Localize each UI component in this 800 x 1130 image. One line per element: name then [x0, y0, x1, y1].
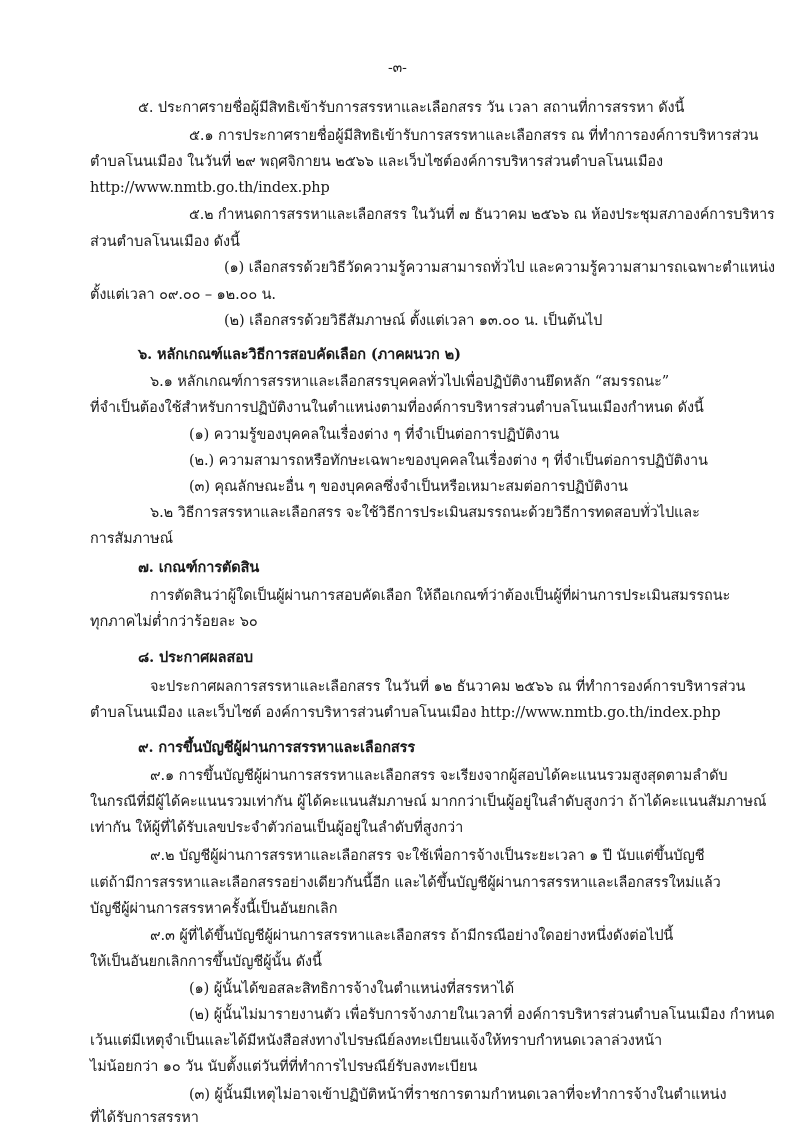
text-line: ตำบลโนนเมือง และเว็บไซต์ องค์การบริหารส่วนตำบลโนนเมือง http://www.nmtb.go.th/index.php — [90, 705, 721, 721]
text-line: (๒) ผู้นั้นไม่มารายงานตัว เพื่อรับการจ้างภายในเวลาที่ องค์การบริหารส่วนตำบลโนนเมือง กำหนด — [189, 1007, 775, 1023]
text-line: ๙.๓ ผู้ที่ได้ขึ้นบัญชีผู้ผ่านการสรรหาและเลือกสรร ถ้ามีกรณีอย่างใดอย่างหนึ่งดังต่อไปนี้ — [150, 928, 674, 944]
text-line: (๑) ผู้นั้นได้ขอสละสิทธิการจ้างในตำแหน่งที่สรรหาได้ — [189, 981, 515, 997]
text-line: ๖.๒ วิธีการสรรหาและเลือกสรร จะใช้วิธีการประเมินสมรรถนะด้วยวิธีการทดสอบทั่วไปและ — [150, 505, 700, 521]
text-line: ทุกภาคไม่ต่ำกว่าร้อยละ ๖๐ — [90, 614, 258, 630]
text-line: (๑) เลือกสรรด้วยวิธีวัดความรู้ความสามารถทั่วไป และความรู้ความสามารถเฉพาะตำแหน่ง — [224, 260, 775, 276]
text-line: ๕.๑ การประกาศรายชื่อผู้มีสิทธิเข้ารับการสรรหาและเลือกสรร ณ ที่ทำการองค์การบริหารส่วน — [189, 128, 759, 144]
section-6-heading: ๖. หลักเกณฑ์และวิธีการสอบคัดเลือก (ภาคผนวก ๒) — [138, 346, 461, 363]
section-8-heading: ๘. ประกาศผลสอบ — [138, 649, 253, 666]
text-line: (๓) คุณลักษณะอื่น ๆ ของบุคคลซึ่งจำเป็นหรือเหมาะสมต่อการปฏิบัติงาน — [189, 479, 628, 495]
text-line: ส่วนตำบลโนนเมือง ดังนี้ — [90, 234, 240, 250]
text-line: ๖.๑ หลักเกณฑ์การสรรหาและเลือกสรรบุคคลทั่วไปเพื่อปฏิบัติงานยึดหลัก “สมรรถนะ” — [150, 374, 670, 390]
text-line: จะประกาศผลการสรรหาและเลือกสรร ในวันที่ ๑๒ ธันวาคม ๒๕๖๖ ณ ที่ทำการองค์การบริหารส่วน — [150, 679, 746, 695]
text-line: (๒.) ความสามารถหรือทักษะเฉพาะของบุคคลในเรื่องต่าง ๆ ที่จำเป็นต่อการปฏิบัติงาน — [189, 453, 708, 469]
text-line: ตั้งแต่เวลา ๐๙.๐๐ – ๑๒.๐๐ น. — [90, 287, 276, 303]
text-line: ที่ได้รับการสรรหา — [90, 1110, 199, 1126]
section-9-heading: ๙. การขึ้นบัญชีผู้ผ่านการสรรหาและเลือกสรร — [138, 739, 416, 756]
text-line: (๒) เลือกสรรด้วยวิธีสัมภาษณ์ ตั้งแต่เวลา ๑๓.๐๐ น. เป็นต้นไป — [224, 313, 603, 329]
text-line: ให้เป็นอันยกเลิกการขึ้นบัญชีผู้นั้น ดังนี้ — [90, 954, 322, 970]
text-line: เท่ากัน ให้ผู้ที่ได้รับเลขประจำตัวก่อนเป็นผู้อยู่ในลำดับที่สูงกว่า — [90, 820, 464, 836]
text-line: ๙.๒ บัญชีผู้ผ่านการสรรหาและเลือกสรร จะใช้เพื่อการจ้างเป็นระยะเวลา ๑ ปี นับแต่ขึ้นบัญชี — [150, 848, 705, 864]
section-5-heading: ๕. ประกาศรายชื่อผู้มีสิทธิเข้ารับการสรรหาและเลือกสรร วัน เวลา สถานที่การสรรหา ดังนี้ — [138, 100, 685, 116]
text-line: (๑) ความรู้ของบุคคลในเรื่องต่าง ๆ ที่จำเป็นต่อการปฏิบัติงาน — [189, 427, 560, 443]
text-line: ๕.๒ กำหนดการสรรหาและเลือกสรร ในวันที่ ๗ ธันวาคม ๒๕๖๖ ณ ห้องประชุมสภาองค์การบริหาร — [189, 207, 775, 223]
text-line: แต่ถ้ามีการสรรหาและเลือกสรรอย่างเดียวกันนี้อีก และได้ขึ้นบัญชีผู้ผ่านการสรรหาและเลือกสรรใหม่แล้ว — [90, 875, 721, 891]
url-line: http://www.nmtb.go.th/index.php — [90, 180, 330, 196]
text-line: เว้นแต่มีเหตุจำเป็นและได้มีหนังสือส่งทางไปรษณีย์ลงทะเบียนแจ้งให้ทราบกำหนดเวลาล่วงหน้า — [90, 1033, 663, 1049]
text-line: การสัมภาษณ์ — [90, 531, 173, 547]
page-number: -๓- — [388, 60, 407, 76]
text-line: ที่จำเป็นต้องใช้สำหรับการปฏิบัติงานในตำแหน่งตามที่องค์การบริหารส่วนตำบลโนนเมืองกำหนด ดังนี้ — [90, 400, 704, 416]
text-line: ๙.๑ การขึ้นบัญชีผู้ผ่านการสรรหาและเลือกสรร จะเรียงจากผู้สอบได้คะแนนรวมสูงสุดตามลำดับ — [150, 768, 728, 784]
text-line: การตัดสินว่าผู้ใดเป็นผู้ผ่านการสอบคัดเลือก ให้ถือเกณฑ์ว่าต้องเป็นผู้ที่ผ่านการประเมินสมรรถนะ — [150, 588, 731, 604]
section-7-heading: ๗. เกณฑ์การตัดสิน — [138, 559, 260, 576]
text-line: ไม่น้อยกว่า ๑๐ วัน นับตั้งแต่วันที่ที่ทำการไปรษณีย์รับลงทะเบียน — [90, 1059, 478, 1075]
text-line: ตำบลโนนเมือง ในวันที่ ๒๙ พฤศจิกายน ๒๕๖๖ และเว็บไซต์องค์การบริหารส่วนตำบลโนนเมือง — [90, 154, 664, 170]
text-line: ในกรณีที่มีผู้ได้คะแนนรวมเท่ากัน ผู้ได้คะแนนสัมภาษณ์ มากกว่าเป็นผู้อยู่ในลำดับสูงกว่า ถ้าได้คะแนนสัมภาษณ์ — [90, 794, 767, 810]
text-line: (๓) ผู้นั้นมีเหตุไม่อาจเข้าปฏิบัติหน้าที่ราชการตามกำหนดเวลาที่จะทำการจ้างในตำแหน่ง — [189, 1087, 727, 1103]
text-line: บัญชีผู้ผ่านการสรรหาครั้งนี้เป็นอันยกเลิก — [90, 901, 338, 917]
